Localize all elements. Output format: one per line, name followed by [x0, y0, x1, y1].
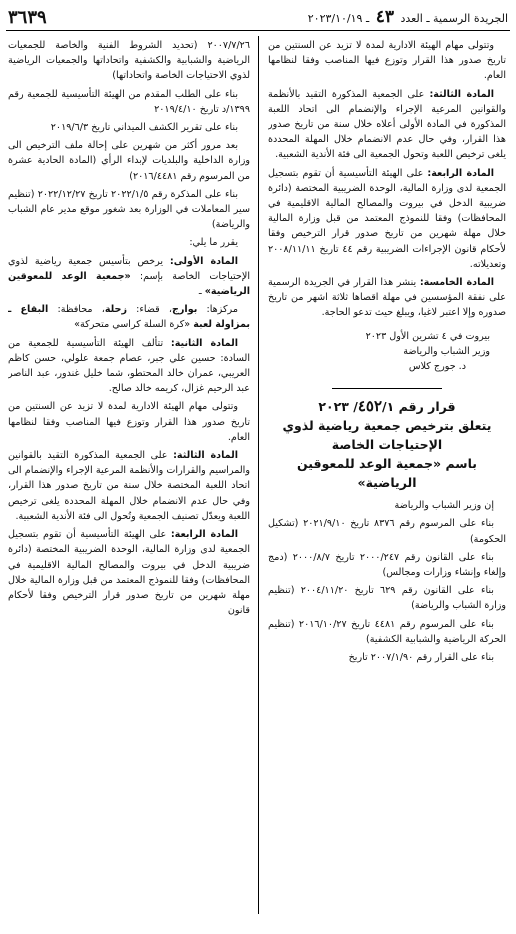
paragraph: وتتولى مهام الهيئة الادارية لمدة لا تزيد عن السنتين من تاريخ صدور هذا القرار وتوزع فيها المناصب وفقا لنظامها العام. — [8, 401, 250, 443]
legal-basis: بناء على القانون رقم ٦٢٩ تاريخ ٢٠٠٤/١١/٢٠ (تنظيم وزارة الشباب والرياضة) — [268, 585, 506, 612]
page-header — [8, 6, 508, 28]
legal-basis: بناء على المرسوم رقم ٨٣٧٦ تاريخ ٢٠٢١/٩/١٠ (تشكيل الحكومة) — [268, 518, 506, 545]
hq-town: بوارج — [171, 304, 198, 316]
hq-district-label: ، قضاء: — [136, 304, 172, 316]
decree-subject: يتعلق بترخيص جمعية رياضية لذوي الإحتياجات الخاصة — [282, 418, 492, 453]
legal-basis: بناء على تقرير الكشف الميداني تاريخ ٢٠١٩/٦/٣ — [50, 122, 238, 134]
gazette-header-title — [308, 7, 508, 27]
section-separator — [332, 388, 442, 389]
legal-basis: بناء على المرسوم رقم ٤٤٨١ تاريخ ٢٠١٦/١٠/٢٧ (تنظيم الحركة الرياضية والشبابية الكشفية) — [268, 618, 506, 645]
header-rule — [6, 30, 510, 31]
article-four — [8, 527, 250, 618]
article-four — [268, 166, 506, 272]
article-label: المادة الأولى: — [169, 255, 238, 267]
article-two — [8, 336, 250, 397]
article-three — [268, 87, 506, 163]
signature-title: وزير الشباب والرياضة — [403, 345, 490, 357]
article-text: على الهيئة التأسيسية أن تقوم بتسجيل الجمعية لدى وزارة المالية، الوحدة الضريبية المختصة (دائرة ضريبية الدخل في بيروت والمصالح المالية الاقليمية في المحافظات) وفقا للنموذج المعتمد من قبل وزارة المالية خلال مهلة شهرين من تاريخ صدور قرار الترخيص وفقا لأحكام قانون — [8, 529, 250, 617]
signature-name: د. جورج كلاس — [408, 361, 466, 373]
decree-year: /١/ ٢٠٢٣ — [318, 399, 395, 415]
page-number: ٣٦٣٩ — [8, 6, 47, 28]
hq-district: زحلة — [104, 304, 127, 316]
article-three — [8, 448, 250, 524]
decides-line: يقرر ما يلي: — [189, 237, 238, 249]
decree-label: قرار رقم — [398, 399, 456, 415]
association-name: «جمعية الوعد للمعوقين الرياضية» — [8, 270, 250, 298]
article-label: المادة الرابعة: — [170, 529, 239, 541]
article-label: المادة الثانية: — [170, 337, 238, 349]
hq-governorate: البقاع — [20, 304, 49, 316]
legal-basis: بناء على القرار رقم ٢٠٠٧/١/٩٠ تاريخ — [348, 652, 494, 664]
legal-basis: بناء على القانون رقم ٢٠٠٠/٢٤٧ تاريخ ٢٠٠٠/٨/٧ (دمج وإلغاء وإنشاء وزارات ومجالس) — [268, 551, 506, 579]
article-text: يرخص بتأسيس جمعية رياضية لذوي الإحتياجات الخاصة بإسم: — [8, 255, 250, 282]
article-text: ينشر هذا القرار في الجريدة الرسمية على نفقة المؤسسين في مهلة اقصاها ثلاثة اشهر من تاريخ صدوره وإلا اعتبر لاغيا، ويبلغ حيث تدعو الحاجة. — [268, 277, 506, 319]
decree-association-name: باسم «جمعية الوعد للمعوقين الرياضية» — [297, 456, 477, 491]
right-column — [268, 38, 506, 926]
decree-intro: إن وزير الشباب والرياضة — [394, 500, 494, 512]
article-one — [8, 254, 250, 300]
dash: ـ — [198, 286, 202, 298]
hq-governorate-label: ، محافظة: — [57, 304, 105, 316]
legal-basis: بناء على المذكرة رقم ٢٠٢٢/١/٥ تاريخ ٢٠٢٢/١٢/٢٧ (تنظيم سير المعاملات في الوزارة بعد شغور موقع مدير عام الشباب والرياضة) — [8, 188, 250, 231]
left-column — [8, 38, 250, 926]
article-label: المادة الخامسة: — [419, 277, 494, 289]
paragraph: وتتولى مهام الهيئة الادارية لمدة لا تزيد عن السنتين من تاريخ صدور هذا القرار وتوزع فيها المناصب وفقا لنظامها العام. — [268, 40, 506, 82]
column-divider — [258, 36, 259, 914]
decree-heading — [268, 397, 506, 416]
article-label: المادة الرابعة: — [427, 167, 494, 179]
article-label: المادة الثالثة: — [173, 450, 238, 462]
legal-basis-continued: ٢٠٠٧/٧/٢٦ (تحديد الشروط الفنية والخاصة للجمعيات الرياضية والشبابية والكشفية واتحاداتها والجمعيات الرياضية لذوي الاحتياجات الخاصة واتحاداتها) — [8, 40, 250, 82]
article-text: على الهيئة التأسيسية أن تقوم بتسجيل الجمعية لدى وزارة المالية، الوحدة الضريبية المختصة (دائرة ضريبية الدخل في بيروت والمصالح المالية الاقليمية في المحافظات) وفقا للنموذج المعتمد من قبل وزارة المالية خلال مهلة شهرين من تاريخ صدور قرار الترخيص وفقا لأحكام قانون الإجراءات الضريبية رقم ٤٤ تاريخ ٢٠٠٨/١١/١١ وتعديلاته. — [268, 167, 506, 270]
hq-label: مركزها: — [206, 304, 238, 316]
association-headquarters — [8, 302, 250, 332]
sport-name: «كرة السلة كراسي متحركة» — [74, 319, 191, 331]
legal-basis: بناء على الطلب المقدم من الهيئة التأسيسية للجمعية رقم ١٣٩٩/د تاريخ ٢٠١٩/٤/١٠ — [8, 88, 250, 115]
legal-basis: بعد مرور أكثر من شهرين على إحالة ملف الترخيص الى وزارة الداخلية والبلديات لإبداء الرأي (المادة الحادية عشرة من المرسوم رقم ٢٠١٦/٤٤٨١) — [8, 140, 250, 182]
sport-label: ـ بمزاولة لعبة — [8, 304, 250, 331]
decree-number: ٤٥٢ — [357, 397, 383, 416]
article-text: على الجمعية المذكورة التقيد بالأنظمة والقوانين المرعية الإجراء والإنضمام الى اتحاد اللعبة المذكورة في المادة الأولى أعلاه خلال سنة من تاريخ صدور هذا القرار، وفي حال عدم الانضمام خلال المهلة المحددة يلغى ترخيص اللعبة وتحول الجمعية الى فئة الأندية الشعبية. — [268, 88, 506, 161]
article-five — [268, 275, 506, 321]
issue-number: ٤٣ — [375, 7, 394, 27]
issue-date: ـ ٢٠٢٣/١٠/١٩ — [307, 12, 370, 25]
article-text: على الجمعية المذكورة التقيد بالقوانين والمراسيم والقرارات والأنظمة المرعية الإجراء والإنضمام الى اتحاد اللعبة المختصة خلال سنة من تاريخ صدور هذا القرار، وفي حال عدم الانضمام خلال المهلة المحددة يلغى ترخيص اللعبة ويعدّل تصنيف الجمعية وتُحول الى فئة الأندية الشعبية. — [8, 450, 250, 522]
article-label: المادة الثالثة: — [429, 88, 494, 100]
gazette-name: الجريدة الرسمية ـ العدد — [400, 12, 508, 25]
article-text: تتألف الهيئة التأسيسية للجمعية من السادة: حسين علي جبر، عصام جمعة علولي، حسن كاظم العريبي، عمران خالد المحتطو، شما خليل غندور، عبد الناصر عبد الرحيم غزال، كريمه خالد صالح. — [8, 337, 250, 395]
signature-place-date: بيروت في ٤ تشرين الأول ٢٠٢٣ — [365, 330, 490, 342]
